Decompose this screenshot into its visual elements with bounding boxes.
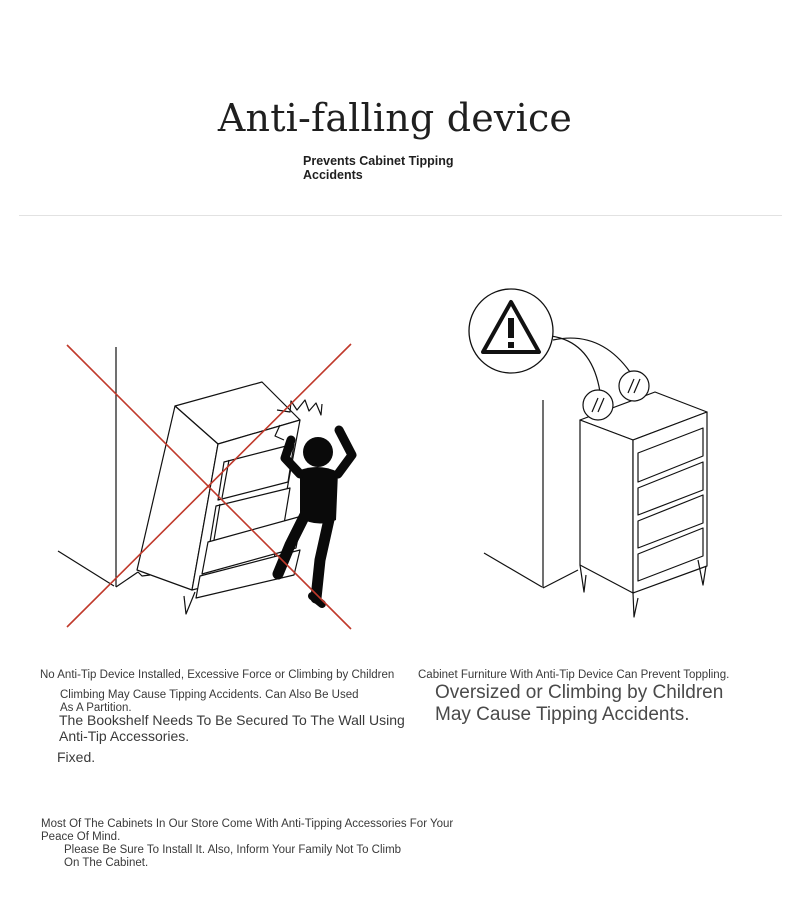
- page-subtitle: Prevents Cabinet Tipping Accidents: [303, 154, 454, 182]
- footer-note-2: Please Be Sure To Install It. Also, Inform Your Family Not To Climb On The Cabinet.: [64, 844, 402, 869]
- page-title: Anti-falling device: [217, 96, 573, 140]
- footer-note-1: Most Of The Cabinets In Our Store Come With Anti-Tipping Accessories For Your Peace Of Mind.: [41, 818, 454, 843]
- left-caption-4: Fixed.: [57, 749, 96, 765]
- left-caption-2: Climbing May Cause Tipping Accidents. Can Also Be Used As A Partition.: [60, 689, 359, 714]
- right-caption-1: Cabinet Furniture With Anti-Tip Device Can Prevent Toppling.: [418, 669, 730, 681]
- warning-triangle-icon: [469, 289, 553, 373]
- right-caption-2: Oversized or Climbing by Children May Cause Tipping Accidents.: [435, 682, 724, 725]
- left-caption-1: No Anti-Tip Device Installed, Excessive Force or Climbing by Children: [40, 669, 395, 681]
- left-caption-3: The Bookshelf Needs To Be Secured To The Wall Using Anti-Tip Accessories.: [59, 712, 405, 744]
